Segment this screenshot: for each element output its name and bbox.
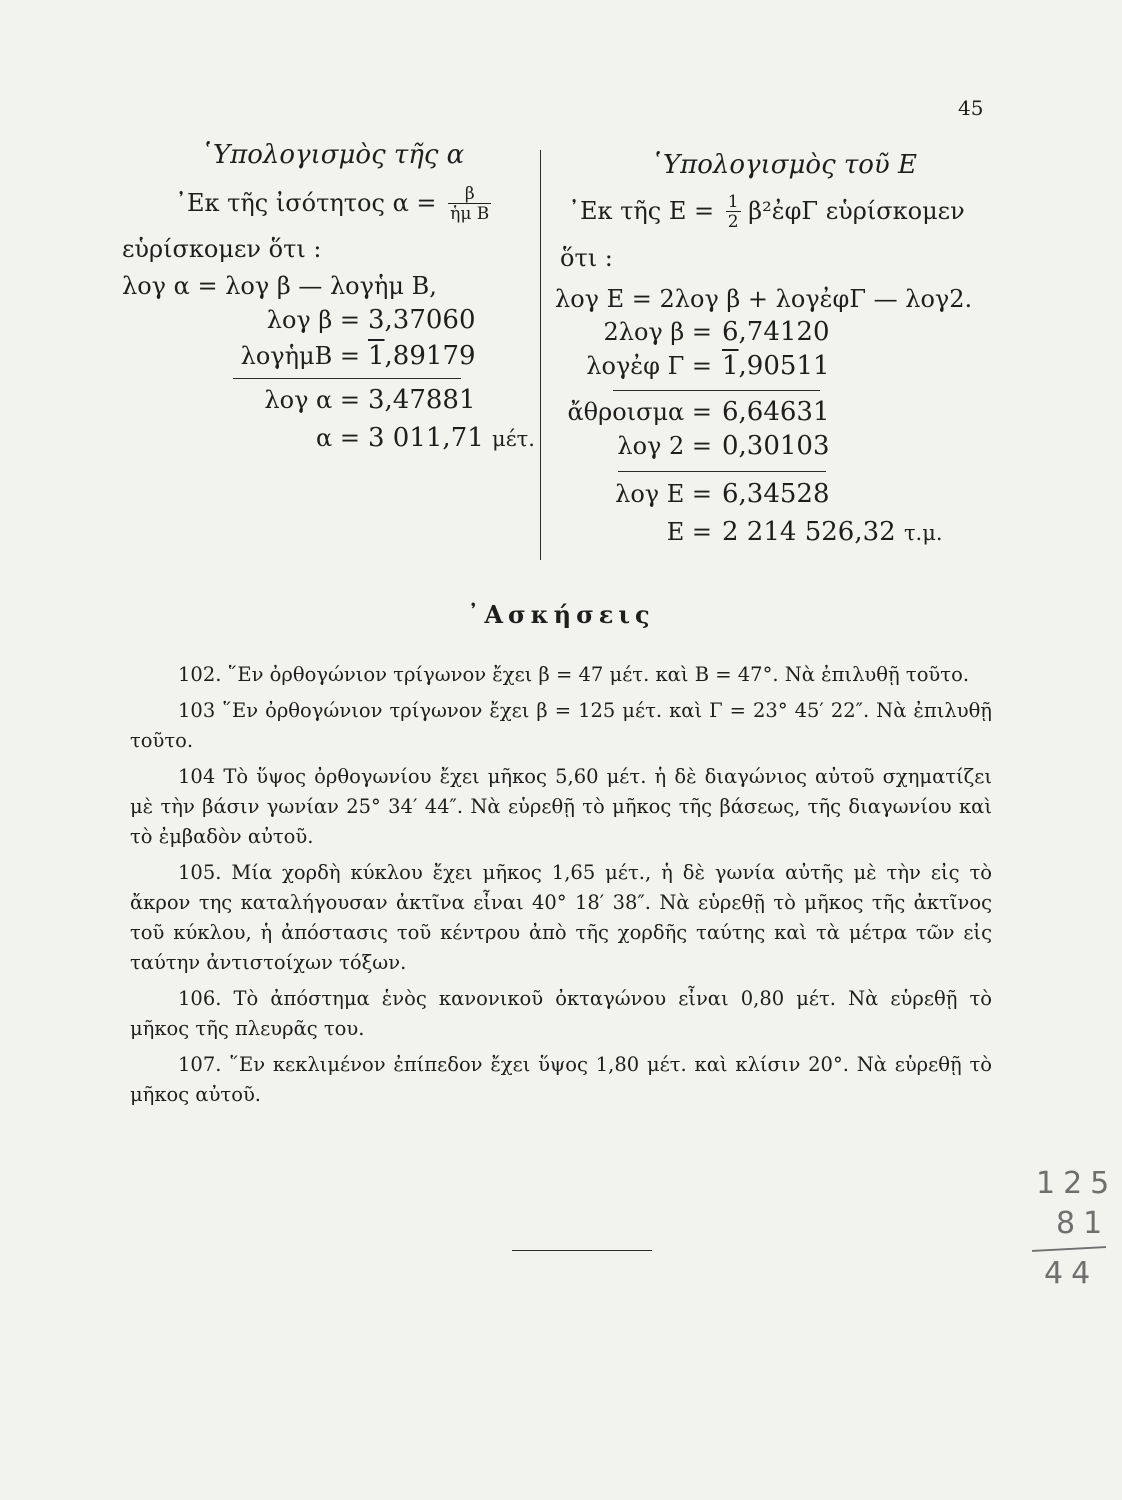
- left-sum-value: 3,47881: [368, 385, 476, 415]
- left-line-2: εὑρίσκομεν ὅτι :: [122, 235, 322, 263]
- right-heading: ῾Υπολογισμὸς τοῦ E: [650, 150, 917, 180]
- left-fraction-denominator: ἡμ B: [450, 204, 490, 224]
- left-row2-label: λογἡμB =: [240, 342, 360, 370]
- right-intro-fraction: [726, 194, 741, 231]
- left-result-unit: μέτ.: [492, 427, 535, 451]
- handwritten-rule: [1032, 1246, 1106, 1252]
- column-divider: [540, 150, 541, 560]
- handwritten-line-1: 125: [1036, 1166, 1118, 1201]
- right-row1-value: 6,74120: [722, 317, 830, 347]
- right-fraction-numerator: 1: [727, 192, 739, 212]
- right-diff-value: 6,34528: [722, 479, 830, 509]
- left-row2-bar-char: 1: [368, 341, 385, 371]
- left-heading: ῾Υπολογισμὸς τῆς α: [200, 140, 465, 170]
- right-intro: [568, 194, 965, 231]
- right-fraction-denominator: 2: [727, 212, 739, 232]
- exercise-107: 107. ῞Εν κεκλιμένον ἐπίπεδον ἔχει ὕψος 1,80 μέτ. καὶ κλίσιν 20°. Νὰ εὑρεθῇ τὸ μῆκος αὐτοῦ.: [130, 1053, 992, 1106]
- exercise-106: 106. Τὸ ἀπόστημα ἑνὸς κανονικοῦ ὀκταγώνου εἶναι 0,80 μέτ. Νὰ εὑρεθῇ τὸ μῆκος τῆς πλευρᾶς του.: [130, 987, 992, 1040]
- left-formula: λογ α = λογ β — λογἡμ B,: [122, 272, 437, 300]
- left-intro: [175, 186, 491, 223]
- exercise-102: 102. ῞Εν ὀρθογώνιον τρίγωνον ἔχει β = 47 μέτ. καὶ B = 47°. Νὰ ἐπιλυθῇ τοῦτο.: [178, 663, 970, 686]
- right-sub-label: λογ 2 =: [617, 432, 712, 460]
- left-sum-rule: [233, 378, 461, 379]
- left-result-label: α =: [316, 424, 360, 452]
- left-intro-text: ᾿Εκ τῆς ἰσότητος α =: [175, 189, 437, 217]
- right-result-value: [722, 517, 943, 547]
- right-intro-rest: β²ἐφΓ εὑρίσκομεν: [748, 197, 965, 225]
- handwritten-line-3: 44: [1044, 1256, 1099, 1291]
- bottom-rule: [512, 1250, 652, 1251]
- left-row1-label: λογ β =: [266, 306, 360, 334]
- right-diff-label: λογ E =: [615, 480, 712, 508]
- right-sum-label: ἄθροισμα =: [567, 398, 712, 426]
- exercise-105: 105. Μία χορδὴ κύκλου ἔχει μῆκος 1,65 μέτ., ἡ δὲ γωνία αὐτῆς μὲ τὴν εἰς τὸ ἄκρον της καταλήγουσαν ἀκτῖνα εἶναι 40° 18′ 38″. Νὰ εὑρεθῇ τὸ μῆκος τῆς ἀκτῖνος τοῦ κύκλου, ἡ ἀπόστασις τοῦ κέντρου ἀπὸ τῆς χορδῆς ταύτης καὶ τὰ μέτρα τῶν εἰς ταύτην ἀντιστοίχων τόξων.: [130, 861, 992, 974]
- right-line-2: ὅτι :: [560, 244, 613, 272]
- exercise-104: 104 Τὸ ὕψος ὀρθογωνίου ἔχει μῆκος 5,60 μέτ. ἡ δὲ διαγώνιος αὐτοῦ σχηματίζει μὲ τὴν βάσιν γωνίαν 25° 34′ 44″. Νὰ εὑρεθῇ τὸ μῆκος τῆς βάσεως, τῆς διαγωνίου καὶ τὸ ἐμβαδὸν αὐτοῦ.: [130, 765, 992, 848]
- left-result-value: [368, 423, 535, 453]
- right-row2-rest: ,90511: [738, 351, 830, 381]
- right-intro-text: ᾿Εκ τῆς E =: [568, 197, 715, 225]
- right-sum-rule: [613, 390, 820, 391]
- right-sum-value: 6,64631: [722, 397, 830, 427]
- right-row2-value: [722, 351, 830, 381]
- exercise-list: [130, 660, 992, 1116]
- right-result-unit: τ.μ.: [903, 521, 943, 545]
- left-result-number: 3 011,71: [368, 423, 484, 453]
- right-formula: λογ E = 2λογ β + λογἐφΓ — λογ2.: [555, 285, 973, 313]
- right-result-label: E =: [666, 518, 712, 546]
- right-sub-value: 0,30103: [722, 431, 830, 461]
- right-row1-label: 2λογ β =: [603, 318, 712, 346]
- left-row1-value: 3,37060: [368, 305, 476, 335]
- left-fraction-numerator: β: [464, 184, 475, 204]
- handwritten-line-2: 81: [1056, 1206, 1111, 1241]
- left-row2-rest: ,89179: [384, 341, 476, 371]
- left-sum-label: λογ α =: [264, 386, 360, 414]
- right-row2-label: λογἐφ Γ =: [586, 352, 712, 380]
- left-row2-value: [368, 341, 476, 371]
- left-intro-fraction: [448, 186, 491, 223]
- exercise-103: 103 ῞Εν ὀρθογώνιον τρίγωνον ἔχει β = 125 μέτ. καὶ Γ = 23° 45′ 22″. Νὰ ἐπιλυθῇ τοῦτο.: [130, 699, 992, 752]
- page-number: 45: [958, 96, 984, 120]
- section-title: ᾿Ασκήσεις: [467, 600, 655, 629]
- right-result-number: 2 214 526,32: [722, 517, 896, 547]
- right-diff-rule: [618, 471, 826, 472]
- right-row2-bar-char: 1: [722, 351, 739, 381]
